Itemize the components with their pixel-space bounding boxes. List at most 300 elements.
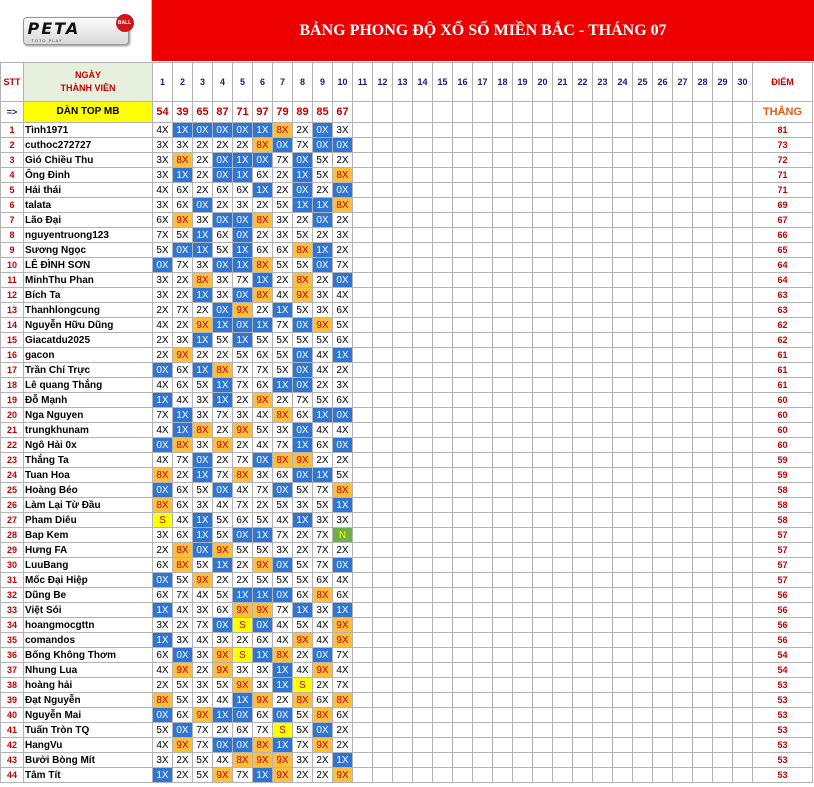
pick-cell: 1X bbox=[173, 423, 193, 438]
pick-cell: 6X bbox=[213, 228, 233, 243]
member-name[interactable]: Việt Sói bbox=[24, 603, 153, 618]
empty-cell bbox=[533, 753, 553, 768]
member-name[interactable]: Thanhlongcung bbox=[24, 303, 153, 318]
empty-cell bbox=[373, 483, 393, 498]
member-row[interactable] bbox=[1, 603, 813, 618]
member-name[interactable]: Lão Đại bbox=[24, 213, 153, 228]
pick-cell: 0X bbox=[233, 213, 253, 228]
empty-cell bbox=[533, 363, 553, 378]
member-rank: 20 bbox=[1, 408, 24, 423]
member-row[interactable] bbox=[1, 183, 813, 198]
empty-cell bbox=[573, 378, 593, 393]
pick-cell: 2X bbox=[173, 468, 193, 483]
pick-cell: 2X bbox=[273, 273, 293, 288]
member-row[interactable] bbox=[1, 558, 813, 573]
header-day-27: 27 bbox=[673, 63, 693, 102]
empty-cell bbox=[673, 423, 693, 438]
empty-cell bbox=[533, 633, 553, 648]
empty-cell bbox=[433, 558, 453, 573]
empty-cell bbox=[373, 693, 393, 708]
member-name[interactable]: Nguyễn Hữu Dũng bbox=[24, 318, 153, 333]
pick-cell: 1X bbox=[333, 603, 353, 618]
empty-cell bbox=[433, 423, 453, 438]
empty-cell bbox=[693, 198, 713, 213]
pick-cell: 8X bbox=[313, 588, 333, 603]
empty-cell bbox=[373, 453, 393, 468]
empty-cell bbox=[713, 753, 733, 768]
empty-cell bbox=[693, 273, 713, 288]
empty-cell bbox=[593, 408, 613, 423]
empty-cell bbox=[433, 738, 453, 753]
empty-cell bbox=[433, 198, 453, 213]
empty-cell bbox=[573, 288, 593, 303]
empty-cell bbox=[473, 213, 493, 228]
member-name[interactable]: Bích Ta bbox=[24, 288, 153, 303]
empty-cell bbox=[493, 333, 513, 348]
empty-cell bbox=[413, 618, 433, 633]
empty-cell bbox=[473, 363, 493, 378]
member-name[interactable]: HangVu bbox=[24, 738, 153, 753]
empty-cell bbox=[393, 288, 413, 303]
empty-cell bbox=[413, 168, 433, 183]
result-day-27 bbox=[673, 102, 693, 123]
pick-cell: 2X bbox=[233, 558, 253, 573]
member-name[interactable]: Đạt Nguyễn bbox=[24, 693, 153, 708]
member-name[interactable]: Pham Diêu bbox=[24, 513, 153, 528]
pick-cell: 5X bbox=[273, 333, 293, 348]
pick-cell: 3X bbox=[193, 678, 213, 693]
member-row[interactable] bbox=[1, 153, 813, 168]
pick-cell: 2X bbox=[233, 393, 253, 408]
empty-cell bbox=[453, 513, 473, 528]
pick-cell: 1X bbox=[213, 378, 233, 393]
empty-cell bbox=[533, 423, 553, 438]
empty-cell bbox=[353, 708, 373, 723]
empty-cell bbox=[633, 708, 653, 723]
member-row[interactable] bbox=[1, 528, 813, 543]
member-row[interactable] bbox=[1, 738, 813, 753]
member-row[interactable] bbox=[1, 573, 813, 588]
empty-cell bbox=[593, 543, 613, 558]
member-row[interactable] bbox=[1, 228, 813, 243]
pick-cell: 1X bbox=[193, 363, 213, 378]
member-name[interactable]: Hoàng Béo bbox=[24, 483, 153, 498]
member-name[interactable]: LÊ ĐÌNH SƠN bbox=[24, 258, 153, 273]
pick-cell: 1X bbox=[293, 513, 313, 528]
empty-cell bbox=[533, 498, 553, 513]
empty-cell bbox=[493, 723, 513, 738]
member-rank: 19 bbox=[1, 393, 24, 408]
pick-cell: 2X bbox=[333, 543, 353, 558]
empty-cell bbox=[573, 198, 593, 213]
empty-cell bbox=[733, 213, 753, 228]
empty-cell bbox=[353, 378, 373, 393]
member-name[interactable]: Nguyễn Mai bbox=[24, 708, 153, 723]
empty-cell bbox=[493, 753, 513, 768]
member-points: 71 bbox=[753, 183, 813, 198]
member-name[interactable]: Bap Kem bbox=[24, 528, 153, 543]
member-row[interactable] bbox=[1, 318, 813, 333]
member-name[interactable]: cuthoc272727 bbox=[24, 138, 153, 153]
empty-cell bbox=[513, 168, 533, 183]
pick-cell: 2X bbox=[213, 348, 233, 363]
member-name[interactable]: Ông Đinh bbox=[24, 168, 153, 183]
empty-cell bbox=[373, 333, 393, 348]
empty-cell bbox=[353, 678, 373, 693]
empty-cell bbox=[693, 768, 713, 783]
member-rank: 5 bbox=[1, 183, 24, 198]
empty-cell bbox=[373, 678, 393, 693]
empty-cell bbox=[533, 438, 553, 453]
member-name[interactable]: talata bbox=[24, 198, 153, 213]
empty-cell bbox=[553, 528, 573, 543]
member-row[interactable] bbox=[1, 543, 813, 558]
empty-cell bbox=[473, 738, 493, 753]
member-row[interactable] bbox=[1, 513, 813, 528]
empty-cell bbox=[593, 303, 613, 318]
member-name[interactable]: nguyentruong123 bbox=[24, 228, 153, 243]
pick-cell: 0X bbox=[293, 363, 313, 378]
pick-cell: 7X bbox=[313, 543, 333, 558]
member-name[interactable]: hoangmocgttn bbox=[24, 618, 153, 633]
header-day-1: 1 bbox=[153, 63, 173, 102]
empty-cell bbox=[633, 498, 653, 513]
empty-cell bbox=[513, 453, 533, 468]
empty-cell bbox=[633, 408, 653, 423]
empty-cell bbox=[633, 633, 653, 648]
empty-cell bbox=[693, 288, 713, 303]
empty-cell bbox=[453, 363, 473, 378]
member-row[interactable] bbox=[1, 138, 813, 153]
empty-cell bbox=[653, 693, 673, 708]
member-name[interactable]: Tuấn Tròn TQ bbox=[24, 723, 153, 738]
pick-cell: 6X bbox=[253, 348, 273, 363]
result-day-17 bbox=[473, 102, 493, 123]
pick-cell: 1X bbox=[293, 198, 313, 213]
empty-cell bbox=[593, 603, 613, 618]
empty-cell bbox=[733, 393, 753, 408]
member-row[interactable] bbox=[1, 453, 813, 468]
empty-cell bbox=[413, 303, 433, 318]
member-name[interactable]: comandos bbox=[24, 633, 153, 648]
pick-cell: 2X bbox=[273, 693, 293, 708]
empty-cell bbox=[593, 633, 613, 648]
member-rank: 18 bbox=[1, 378, 24, 393]
member-name[interactable]: Nga Nguyen bbox=[24, 408, 153, 423]
pick-cell: 2X bbox=[313, 453, 333, 468]
empty-cell bbox=[473, 648, 493, 663]
empty-cell bbox=[673, 333, 693, 348]
member-row[interactable] bbox=[1, 708, 813, 723]
empty-cell bbox=[653, 273, 673, 288]
empty-cell bbox=[433, 168, 453, 183]
empty-cell bbox=[493, 408, 513, 423]
member-name[interactable]: Tâm Tít bbox=[24, 768, 153, 783]
empty-cell bbox=[413, 723, 433, 738]
pick-cell: 7X bbox=[293, 138, 313, 153]
member-row[interactable] bbox=[1, 663, 813, 678]
pick-cell: 0X bbox=[273, 558, 293, 573]
pick-cell: 9X bbox=[233, 603, 253, 618]
empty-cell bbox=[553, 123, 573, 138]
empty-cell bbox=[553, 573, 573, 588]
member-row[interactable] bbox=[1, 213, 813, 228]
member-name[interactable]: Gió Chiều Thu bbox=[24, 153, 153, 168]
empty-cell bbox=[433, 513, 453, 528]
empty-cell bbox=[453, 468, 473, 483]
member-row[interactable] bbox=[1, 393, 813, 408]
member-rank: 31 bbox=[1, 573, 24, 588]
member-row[interactable] bbox=[1, 168, 813, 183]
member-name[interactable]: gacon bbox=[24, 348, 153, 363]
empty-cell bbox=[553, 618, 573, 633]
empty-cell bbox=[613, 528, 633, 543]
member-row[interactable] bbox=[1, 363, 813, 378]
header-day-11: 11 bbox=[353, 63, 373, 102]
member-rank: 39 bbox=[1, 693, 24, 708]
member-points: 60 bbox=[753, 423, 813, 438]
logo-ball-badge: BALL bbox=[116, 14, 134, 32]
pick-cell: 0X bbox=[293, 348, 313, 363]
pick-cell: 0X bbox=[313, 648, 333, 663]
pick-cell: 3X bbox=[153, 153, 173, 168]
empty-cell bbox=[473, 483, 493, 498]
empty-cell bbox=[693, 708, 713, 723]
pick-cell: 9X bbox=[233, 303, 253, 318]
empty-cell bbox=[653, 243, 673, 258]
empty-cell bbox=[573, 738, 593, 753]
member-name[interactable]: Thắng Ta bbox=[24, 453, 153, 468]
empty-cell bbox=[733, 738, 753, 753]
empty-cell bbox=[573, 468, 593, 483]
member-name[interactable]: Nhung Lua bbox=[24, 663, 153, 678]
member-row[interactable] bbox=[1, 693, 813, 708]
member-name[interactable]: Trần Chí Trực bbox=[24, 363, 153, 378]
pick-cell: S bbox=[153, 513, 173, 528]
member-name[interactable]: Giacatdu2025 bbox=[24, 333, 153, 348]
header-day-28: 28 bbox=[693, 63, 713, 102]
empty-cell bbox=[373, 543, 393, 558]
empty-cell bbox=[353, 453, 373, 468]
empty-cell bbox=[573, 648, 593, 663]
member-name[interactable]: Bống Không Thơm bbox=[24, 648, 153, 663]
empty-cell bbox=[613, 498, 633, 513]
empty-cell bbox=[393, 303, 413, 318]
member-name[interactable]: Ngô Hải 0x bbox=[24, 438, 153, 453]
empty-cell bbox=[473, 573, 493, 588]
pick-cell: 8X bbox=[253, 738, 273, 753]
pick-cell: 1X bbox=[233, 243, 253, 258]
empty-cell bbox=[453, 123, 473, 138]
pick-cell: 2X bbox=[193, 153, 213, 168]
pick-cell: 3X bbox=[333, 228, 353, 243]
member-row[interactable] bbox=[1, 438, 813, 453]
member-name[interactable]: LuuBang bbox=[24, 558, 153, 573]
member-name[interactable]: Bưởi Bòng Mít bbox=[24, 753, 153, 768]
empty-cell bbox=[373, 213, 393, 228]
member-row[interactable] bbox=[1, 768, 813, 783]
empty-cell bbox=[413, 708, 433, 723]
member-points: 63 bbox=[753, 303, 813, 318]
member-row[interactable] bbox=[1, 423, 813, 438]
member-name[interactable]: Hưng FA bbox=[24, 543, 153, 558]
pick-cell: 4X bbox=[193, 633, 213, 648]
empty-cell bbox=[353, 573, 373, 588]
header-day-2: 2 bbox=[173, 63, 193, 102]
empty-cell bbox=[553, 303, 573, 318]
pick-cell: 7X bbox=[173, 453, 193, 468]
member-row[interactable] bbox=[1, 408, 813, 423]
pick-cell: 2X bbox=[213, 453, 233, 468]
member-name[interactable]: Đỗ Mạnh bbox=[24, 393, 153, 408]
empty-cell bbox=[693, 618, 713, 633]
empty-cell bbox=[453, 423, 473, 438]
empty-cell bbox=[633, 243, 653, 258]
empty-cell bbox=[373, 423, 393, 438]
member-row[interactable] bbox=[1, 198, 813, 213]
empty-cell bbox=[693, 213, 713, 228]
member-row[interactable] bbox=[1, 333, 813, 348]
member-name[interactable]: Tình1971 bbox=[24, 123, 153, 138]
empty-cell bbox=[613, 738, 633, 753]
empty-cell bbox=[493, 693, 513, 708]
pick-cell: 5X bbox=[153, 723, 173, 738]
member-name[interactable]: hoàng hải bbox=[24, 678, 153, 693]
empty-cell bbox=[353, 468, 373, 483]
pick-cell: 7X bbox=[213, 468, 233, 483]
member-row[interactable] bbox=[1, 243, 813, 258]
empty-cell bbox=[693, 378, 713, 393]
member-points: 71 bbox=[753, 168, 813, 183]
member-name[interactable]: Hải thái bbox=[24, 183, 153, 198]
member-name[interactable]: Dũng Be bbox=[24, 588, 153, 603]
pick-cell: 8X bbox=[333, 483, 353, 498]
member-row[interactable] bbox=[1, 498, 813, 513]
empty-cell bbox=[433, 693, 453, 708]
empty-cell bbox=[633, 423, 653, 438]
member-row[interactable] bbox=[1, 468, 813, 483]
member-row[interactable] bbox=[1, 633, 813, 648]
empty-cell bbox=[653, 663, 673, 678]
empty-cell bbox=[693, 693, 713, 708]
empty-cell bbox=[513, 393, 533, 408]
empty-cell bbox=[673, 513, 693, 528]
pick-cell: 9X bbox=[313, 738, 333, 753]
pick-cell: 7X bbox=[313, 528, 333, 543]
empty-cell bbox=[733, 138, 753, 153]
empty-cell bbox=[493, 318, 513, 333]
member-points: 57 bbox=[753, 528, 813, 543]
pick-cell: 4X bbox=[313, 348, 333, 363]
member-rank: 41 bbox=[1, 723, 24, 738]
empty-cell bbox=[633, 333, 653, 348]
pick-cell: 2X bbox=[153, 678, 173, 693]
member-row[interactable] bbox=[1, 123, 813, 138]
member-row[interactable] bbox=[1, 723, 813, 738]
member-points: 54 bbox=[753, 648, 813, 663]
empty-cell bbox=[613, 708, 633, 723]
empty-cell bbox=[393, 213, 413, 228]
pick-cell: 2X bbox=[253, 228, 273, 243]
empty-cell bbox=[733, 378, 753, 393]
empty-cell bbox=[733, 693, 753, 708]
empty-cell bbox=[433, 288, 453, 303]
member-row[interactable] bbox=[1, 678, 813, 693]
pick-cell: 1X bbox=[273, 738, 293, 753]
empty-cell bbox=[493, 213, 513, 228]
pick-cell: 0X bbox=[333, 273, 353, 288]
empty-cell bbox=[393, 693, 413, 708]
empty-cell bbox=[673, 213, 693, 228]
empty-cell bbox=[613, 753, 633, 768]
empty-cell bbox=[633, 273, 653, 288]
empty-cell bbox=[713, 228, 733, 243]
member-name[interactable]: MinhThu Phan bbox=[24, 273, 153, 288]
empty-cell bbox=[413, 768, 433, 783]
empty-cell bbox=[393, 513, 413, 528]
member-row[interactable] bbox=[1, 588, 813, 603]
empty-cell bbox=[713, 693, 733, 708]
pick-cell: 0X bbox=[153, 438, 173, 453]
pick-cell: 4X bbox=[313, 423, 333, 438]
empty-cell bbox=[413, 738, 433, 753]
member-row[interactable] bbox=[1, 348, 813, 363]
empty-cell bbox=[533, 558, 553, 573]
pick-cell: 8X bbox=[273, 648, 293, 663]
result-day-26 bbox=[653, 102, 673, 123]
pick-cell: 4X bbox=[173, 393, 193, 408]
empty-cell bbox=[553, 543, 573, 558]
member-row[interactable] bbox=[1, 648, 813, 663]
peta-ball-logo[interactable] bbox=[23, 17, 132, 45]
member-row[interactable] bbox=[1, 483, 813, 498]
pick-cell: 0X bbox=[153, 573, 173, 588]
pick-cell: 1X bbox=[153, 603, 173, 618]
header-day-3: 3 bbox=[193, 63, 213, 102]
member-row[interactable] bbox=[1, 258, 813, 273]
empty-cell bbox=[553, 348, 573, 363]
member-name[interactable]: Mốc Đại Hiệp bbox=[24, 573, 153, 588]
empty-cell bbox=[693, 153, 713, 168]
result-day-4: 87 bbox=[213, 102, 233, 123]
member-row[interactable] bbox=[1, 273, 813, 288]
member-name[interactable]: Làm Lại Từ Đầu bbox=[24, 498, 153, 513]
member-name[interactable]: Sương Ngọc bbox=[24, 243, 153, 258]
member-name[interactable]: Tuan Hoa bbox=[24, 468, 153, 483]
member-name[interactable]: trungkhunam bbox=[24, 423, 153, 438]
pick-cell: 3X bbox=[213, 273, 233, 288]
empty-cell bbox=[553, 288, 573, 303]
member-row[interactable] bbox=[1, 753, 813, 768]
member-points: 62 bbox=[753, 333, 813, 348]
empty-cell bbox=[513, 303, 533, 318]
pick-cell: 9X bbox=[233, 423, 253, 438]
pick-cell: 2X bbox=[233, 573, 253, 588]
pick-cell: 9X bbox=[213, 438, 233, 453]
empty-cell bbox=[393, 678, 413, 693]
member-row[interactable] bbox=[1, 303, 813, 318]
member-name[interactable]: Lê quang Thắng bbox=[24, 378, 153, 393]
pick-cell: 1X bbox=[313, 243, 333, 258]
member-row[interactable] bbox=[1, 288, 813, 303]
empty-cell bbox=[613, 378, 633, 393]
pick-cell: 2X bbox=[193, 138, 213, 153]
empty-cell bbox=[553, 768, 573, 783]
member-row[interactable] bbox=[1, 378, 813, 393]
empty-cell bbox=[713, 588, 733, 603]
member-row[interactable] bbox=[1, 618, 813, 633]
empty-cell bbox=[513, 738, 533, 753]
